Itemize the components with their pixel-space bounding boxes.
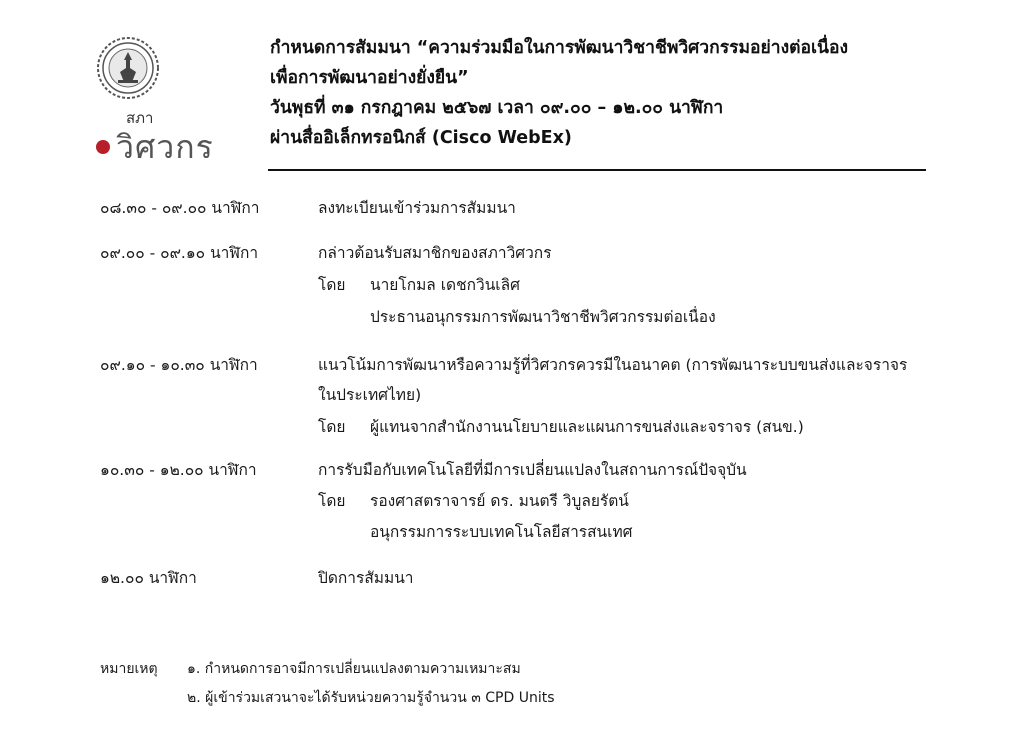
schedule-time: ๐๘.๓๐ - ๐๙.๐๐ นาฬิกา: [100, 199, 260, 217]
speaker-role: อนุกรรมการระบบเทคโนโลยีสารสนเทศ: [370, 523, 633, 541]
brand-name: วิศวกร: [116, 128, 214, 166]
schedule-title-continuation: ในประเทศไทย): [318, 386, 422, 404]
notes-label: หมายเหตุ: [100, 661, 158, 677]
note-item: ๑. กำหนดการอาจมีการเปลี่ยนแปลงตามความเหมาะสม: [187, 661, 521, 677]
schedule-title: ลงทะเบียนเข้าร่วมการสัมมนา: [318, 199, 516, 217]
speaker-role: ประธานอนุกรรมการพัฒนาวิชาชีพวิศวกรรมต่อเนื่อง: [370, 308, 716, 326]
by-label: โดย: [318, 418, 346, 436]
event-header: [270, 33, 930, 153]
event-title-line-2: เพื่อการพัฒนาอย่างยั่งยืน”: [270, 68, 469, 88]
header-divider: [268, 169, 926, 171]
schedule-title: การรับมือกับเทคโนโลยีที่มีการเปลี่ยนแปลงในสถานการณ์ปัจจุบัน: [318, 461, 747, 479]
event-date: วันพุธที่ ๓๑ กรกฎาคม ๒๕๖๗ เวลา ๐๙.๐๐ – ๑๒.๐๐ นาฬิกา: [270, 98, 724, 118]
speaker-name: ผู้แทนจากสำนักงานนโยบายและแผนการขนส่งและจราจร (สนข.): [370, 418, 804, 436]
speaker-name: รองศาสตราจารย์ ดร. มนตรี วิบูลยรัตน์: [370, 492, 629, 510]
schedule-title: แนวโน้มการพัฒนาหรือความรู้ที่วิศวกรควรมีในอนาคต (การพัฒนาระบบขนส่งและจราจร: [318, 356, 908, 374]
brand-prefix: สภา: [126, 109, 154, 127]
schedule-time: ๐๙.๑๐ - ๑๐.๓๐ นาฬิกา: [100, 356, 258, 374]
event-channel: ผ่านสื่ออิเล็กทรอนิกส์ (Cisco WebEx): [270, 128, 572, 148]
council-logo: [96, 36, 246, 166]
schedule-time: ๑๐.๓๐ - ๑๒.๐๐ นาฬิกา: [100, 461, 257, 479]
engineering-council-seal-icon: [96, 36, 160, 100]
by-label: โดย: [318, 276, 346, 294]
event-title-line-1: กำหนดการสัมมนา “ความร่วมมือในการพัฒนาวิชาชีพวิศวกรรมอย่างต่อเนื่อง: [270, 38, 849, 58]
brand-dot-icon: [96, 140, 110, 154]
note-item: ๒. ผู้เข้าร่วมเสวนาจะได้รับหน่วยความรู้จำนวน ๓ CPD Units: [187, 690, 555, 706]
schedule-title: ปิดการสัมมนา: [318, 569, 414, 587]
by-label: โดย: [318, 492, 346, 510]
speaker-name: นายโกมล เดชกวินเลิศ: [370, 276, 520, 294]
schedule-time: ๐๙.๐๐ - ๐๙.๑๐ นาฬิกา: [100, 244, 259, 262]
schedule-time: ๑๒.๐๐ นาฬิกา: [100, 569, 197, 587]
schedule-title: กล่าวต้อนรับสมาชิกของสภาวิศวกร: [318, 244, 552, 262]
